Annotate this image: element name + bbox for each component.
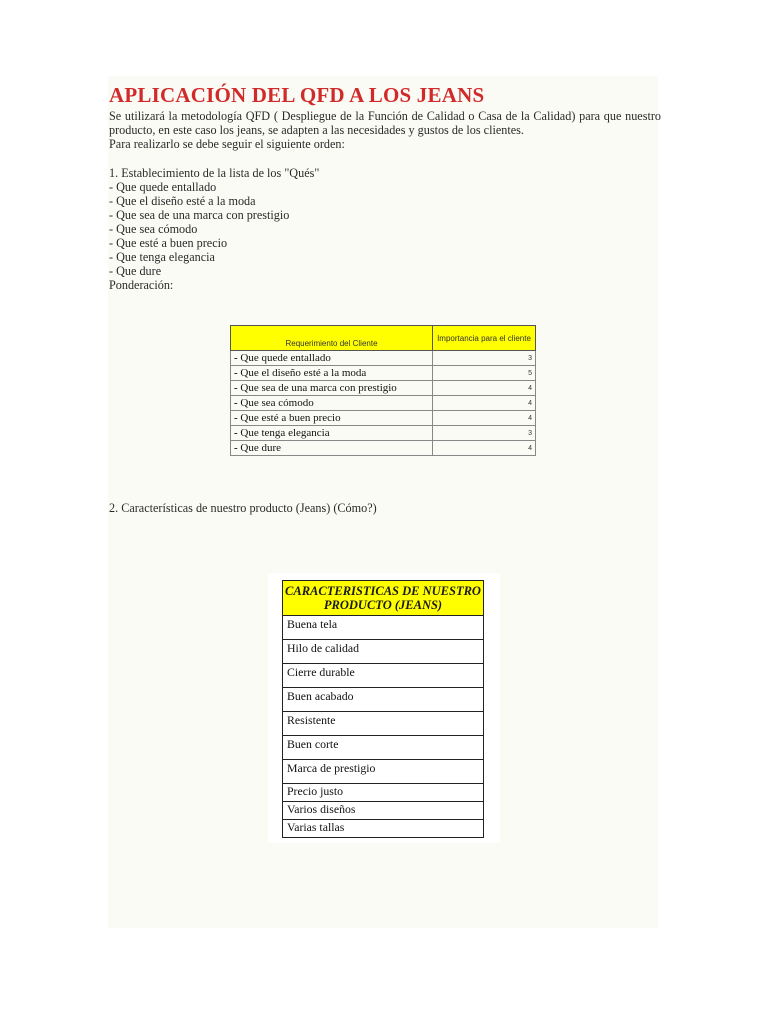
table-row <box>283 736 484 760</box>
table-row <box>283 664 484 688</box>
characteristic-cell: Buen acabado <box>283 688 484 712</box>
table-row <box>283 712 484 736</box>
table-row: - Que sea de una marca con prestigio 4 <box>231 381 536 396</box>
table-row <box>283 784 484 802</box>
list-item: - Que dure <box>109 264 162 278</box>
characteristic-cell: Buen corte <box>283 736 484 760</box>
importance-cell: 4 <box>433 381 536 396</box>
importance-cell: 3 <box>433 351 536 366</box>
table-row <box>283 688 484 712</box>
table-header-row <box>283 581 484 616</box>
table-row: - Que el diseño esté a la moda 5 <box>231 366 536 381</box>
requirement-cell: Que dure <box>240 441 282 454</box>
importance-cell: 4 <box>433 441 536 456</box>
characteristic-cell: Varias tallas <box>283 820 484 838</box>
table-row: - Que esté a buen precio 4 <box>231 411 536 426</box>
characteristic-cell: Marca de prestigio <box>283 760 484 784</box>
importance-cell: 3 <box>433 426 536 441</box>
requirement-cell: Que esté a buen precio <box>240 411 341 424</box>
characteristic-cell: Buena tela <box>283 616 484 640</box>
table-row <box>283 802 484 820</box>
requirement-cell: Que el diseño esté a la moda <box>240 366 367 379</box>
table-row: - Que dure 4 <box>231 441 536 456</box>
characteristics-header: CARACTERISTICAS DE NUESTRO PRODUCTO (JEANS) <box>283 581 484 616</box>
list-item: - Que quede entallado <box>109 180 217 194</box>
characteristics-table <box>282 580 484 838</box>
table-row: - Que tenga elegancia 3 <box>231 426 536 441</box>
header-requirement: Requerimiento del Cliente <box>231 326 433 351</box>
characteristic-cell: Varios diseños <box>283 802 484 820</box>
requirement-cell: Que tenga elegancia <box>240 426 330 439</box>
table-row <box>283 820 484 838</box>
importance-cell: 5 <box>433 366 536 381</box>
importance-cell: 4 <box>433 411 536 426</box>
step1-heading: 1. Establecimiento de la lista de los "Qués" <box>109 166 320 180</box>
document-title: APLICACIÓN DEL QFD A LOS JEANS <box>109 83 485 107</box>
requirement-cell: Que sea de una marca con prestigio <box>240 381 397 394</box>
characteristic-cell: Precio justo <box>283 784 484 802</box>
ponderacion-label: Ponderación: <box>109 278 174 292</box>
list-item: - Que el diseño esté a la moda <box>109 194 256 208</box>
requirements-table <box>230 325 536 456</box>
header-importance: Importancia para el cliente <box>433 326 536 351</box>
characteristic-cell: Hilo de calidad <box>283 640 484 664</box>
table-row: - Que quede entallado 3 <box>231 351 536 366</box>
table-row <box>283 760 484 784</box>
list-item: - Que tenga elegancia <box>109 250 215 264</box>
importance-cell: 4 <box>433 396 536 411</box>
characteristic-cell: Resistente <box>283 712 484 736</box>
requirement-cell: Que sea cómodo <box>240 396 314 409</box>
table-row <box>283 616 484 640</box>
intro-order: Para realizarlo se debe seguir el siguiente orden: <box>109 137 345 151</box>
requirement-cell: Que quede entallado <box>240 351 331 364</box>
table-row <box>283 640 484 664</box>
list-item: - Que esté a buen precio <box>109 236 228 250</box>
intro-paragraph: Se utilizará la metodología QFD ( Despliegue de la Función de Calidad o Casa de la Calidad) para que nuestro producto, en este caso los jeans, se adapten a las necesidades y gustos de los clientes. <box>109 109 661 137</box>
intro-text <box>109 109 661 151</box>
list-item: - Que sea cómodo <box>109 222 198 236</box>
ques-list <box>109 166 319 278</box>
table-row: - Que sea cómodo 4 <box>231 396 536 411</box>
step2-heading: 2. Características de nuestro producto (Jeans) (Cómo?) <box>109 501 377 515</box>
characteristic-cell: Cierre durable <box>283 664 484 688</box>
table-header-row <box>231 326 536 351</box>
list-item: - Que sea de una marca con prestigio <box>109 208 290 222</box>
